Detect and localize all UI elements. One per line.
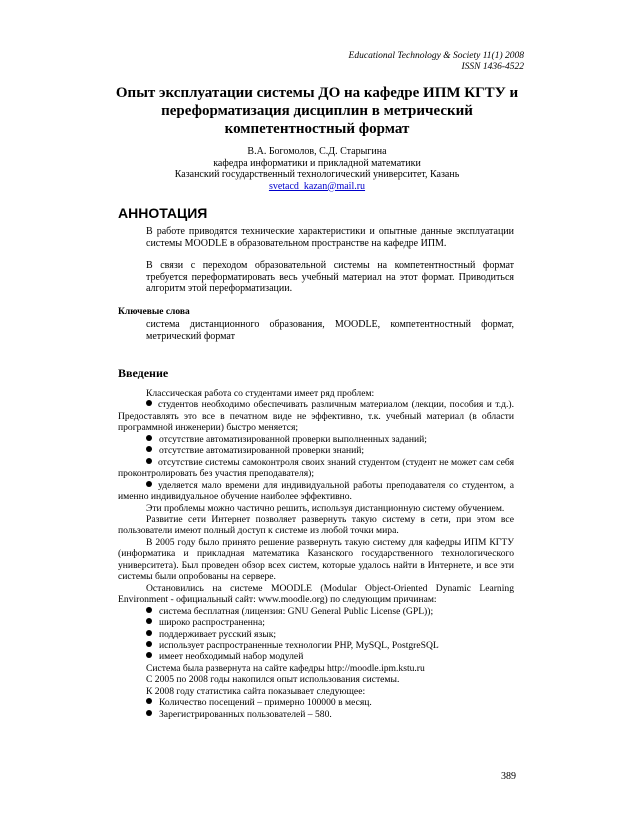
- abstract-paragraph-1: В работе приводятся технические характеристики и опытные данные эксплуатации системы MOODLE в образовательном пространстве на кафедре ИПМ.: [146, 226, 514, 249]
- bullet-icon: [146, 652, 152, 658]
- problem-bullet-1: студентов необходимо обеспечивать различным материалом (лекции, пособия и т.д.). Предоставлять это все в печатном виде не эффективно, т.к. учебный материал (в области программной инженерии) быстро меняется;: [118, 399, 514, 434]
- bullet-icon: [146, 400, 152, 406]
- bullet-icon: [146, 481, 152, 487]
- bullet-icon: [146, 618, 152, 624]
- intro-paragraph-3: Развитие сети Интернет позволяет развернуть такую систему в сети, при этом все пользователи имеют полный доступ к системе из любой точки мира.: [118, 513, 514, 537]
- keywords-text: система дистанционного образования, MOODLE, компетентностный формат, метрический формат: [146, 319, 514, 342]
- intro-paragraph-2: Эти проблемы можно частично решить, используя дистанционную систему обучением.: [146, 502, 505, 514]
- problem-bullet-3: отсутствие автоматизированной проверки знаний;: [118, 445, 514, 456]
- problem-bullet-4: отсутствие системы самоконтроля своих знаний студентом (студент не может сам себя проконтролировать без участия преподавателя);: [118, 456, 514, 480]
- abstract-heading: АННОТАЦИЯ: [118, 205, 208, 221]
- reason-bullet-4: использует распространенные технологии PHP, MySQL, PostgreSQL: [118, 640, 514, 651]
- reason-bullet-2: широко распространенна;: [118, 617, 514, 628]
- author-email-link[interactable]: svetacd_kazan@mail.ru: [268, 180, 366, 192]
- bullet-icon: [146, 630, 152, 636]
- bullet-icon: [146, 607, 152, 613]
- abstract-paragraph-2: В связи с переходом образовательной системы на компетентностный формат требуется переформатировать весь учебный материал на этот формат. Приводиться алгоритм этой переформатизации.: [146, 260, 514, 295]
- bullet-icon: [146, 641, 152, 647]
- keywords-heading: Ключевые слова: [118, 307, 190, 317]
- title-line-1: Опыт эксплуатации системы ДО на кафедре ИПМ КГТУ и: [115, 85, 519, 101]
- reason-bullet-1: система бесплатная (лицензия: GNU General Public License (GPL));: [118, 606, 514, 617]
- author-department: кафедра информатики и прикладной математики: [213, 157, 421, 169]
- intro-paragraph-6: Система была развернута на сайте кафедры http://moodle.ipm.kstu.ru: [146, 662, 425, 674]
- intro-paragraph-7: С 2005 по 2008 годы накопился опыт использования системы.: [146, 674, 400, 686]
- stats-bullet-2: Зарегистрированных пользователей – 580.: [118, 709, 514, 720]
- intro-paragraph-5: Остановились на системе MOODLE (Modular Object-Oriented Dynamic Learning Environment - официальный сайт: www.moodle.org) по следующим причинам:: [118, 582, 514, 606]
- bullet-icon: [146, 435, 152, 441]
- introduction-heading: Введение: [118, 366, 169, 380]
- reason-bullet-5: имеет необходимый набор модулей: [118, 651, 514, 662]
- intro-paragraph-1: Классическая работа со студентами имеет ряд проблем:: [146, 388, 375, 399]
- reason-bullet-3: поддерживает русский язык;: [118, 629, 514, 640]
- bullet-icon: [146, 710, 152, 716]
- page-number: 389: [501, 771, 516, 782]
- running-header: [349, 51, 524, 73]
- issn: ISSN 1436-4522: [461, 62, 524, 72]
- problem-bullet-5: уделяется мало времени для индивидуальной работы преподавателя со студентом, а именно индивидуальное обучение наиболее эффективно.: [118, 479, 514, 503]
- intro-paragraph-4: В 2005 году было принято решение развернуть такую систему для кафедры ИПМ КГТУ (информатика и прикладная математика Казанского государственного технологического университета). Был проведен обзор всех систем, которые удалось найти в Интернете, и все эти системы были опробованы на сервере.: [118, 536, 514, 583]
- bullet-icon: [146, 458, 152, 464]
- author-university: Казанский государственный технологический университет, Казань: [174, 169, 460, 180]
- author-block: [90, 146, 544, 192]
- introduction-body: [118, 388, 514, 720]
- stats-bullet-1: Количество посещений – примерно 100000 в месяц.: [118, 697, 514, 708]
- bullet-icon: [146, 446, 152, 452]
- bullet-icon: [146, 698, 152, 704]
- paper-title: [90, 84, 544, 138]
- title-line-2: переформатизация дисциплин в метрический: [161, 103, 473, 119]
- intro-paragraph-8: К 2008 году статистика сайта показывает следующее:: [146, 685, 366, 697]
- title-line-3: компетентностный формат: [224, 121, 410, 137]
- problem-bullet-2: отсутствие автоматизированной проверки выполненных заданий;: [118, 434, 514, 445]
- author-names: В.А. Богомолов, С.Д. Старыгина: [247, 146, 387, 157]
- journal-citation: Educational Technology & Society 11(1) 2008: [348, 51, 524, 61]
